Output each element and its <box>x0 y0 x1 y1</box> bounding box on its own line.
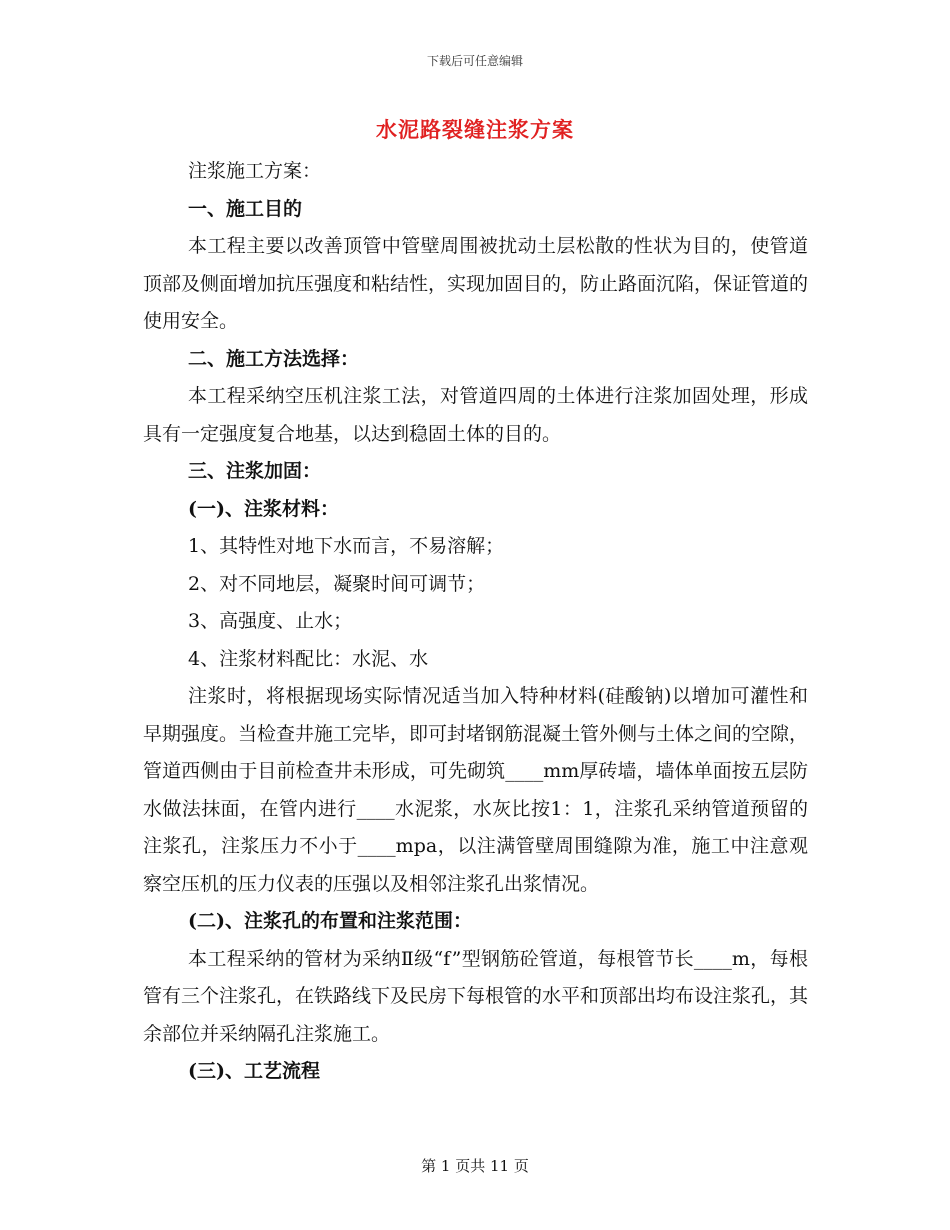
document-title: 水泥路裂缝注浆方案 <box>376 117 574 142</box>
paragraph-purpose: 本工程主要以改善顶管中管壁周围被扰动土层松散的性状为目的，使管道顶部及侧面增加抗压强度和粘结性，实现加固目的，防止路面沉陷，保证管道的使用安全。 <box>143 235 809 332</box>
paragraph-intro: 注浆施工方案： <box>188 160 322 182</box>
heading-grouting: 三、注浆加固： <box>188 460 322 482</box>
page-header: 下载后可任意编辑 <box>426 54 523 68</box>
document-body <box>143 153 808 1091</box>
paragraph-method: 本工程采纳空压机注浆工法，对管道四周的土体进行注浆加固处理，形成具有一定强度复合地基，以达到稳固土体的目的。 <box>143 385 808 445</box>
list-item: 2、对不同地层，凝聚时间可调节； <box>188 572 486 595</box>
page-number: 第 1 页共 11 页 <box>421 1157 529 1175</box>
heading-purpose: 一、施工目的 <box>188 197 303 220</box>
list-item: 3、高强度、止水； <box>188 610 353 632</box>
heading-method: 二、施工方法选择： <box>188 347 360 370</box>
list-item: 4、注浆材料配比：水泥、水 <box>188 647 429 670</box>
paragraph-grouting-detail: 注浆时，将根据现场实际情况适当加入特种材料(硅酸钠)以增加可灌性和早期强度。当检查井施工完毕，即可封堵钢筋混凝土管外侧与土体之间的空隙，管道西侧由于目前检查井未形成，可先砌筑____mm厚砖墙，墙体单面按五层防水做法抹面，在管内进行____水泥浆，水灰比按1：1，注浆孔采纳管道预留的注浆孔，注浆压力不小于____mpa，以注满管壁周围缝隙为准，施工中注意观察空压机的压力仪表的压强以及相邻注浆孔出浆情况。 <box>143 685 809 895</box>
heading-process: (三)、工艺流程 <box>188 1060 320 1082</box>
list-item: 1、其特性对地下水而言，不易溶解； <box>188 535 505 557</box>
heading-materials: (一)、注浆材料： <box>188 497 339 520</box>
paragraph-holes: 本工程采纳的管材为采纳Ⅱ级“f”型钢筋砼管道，每根管节长____m，每根管有三个注浆孔，在铁路线下及民房下每根管的水平和顶部出均布设注浆孔，其余部位并采纳隔孔注浆施工。 <box>143 947 809 1045</box>
heading-holes: (二)、注浆孔的布置和注浆范围： <box>188 910 472 932</box>
